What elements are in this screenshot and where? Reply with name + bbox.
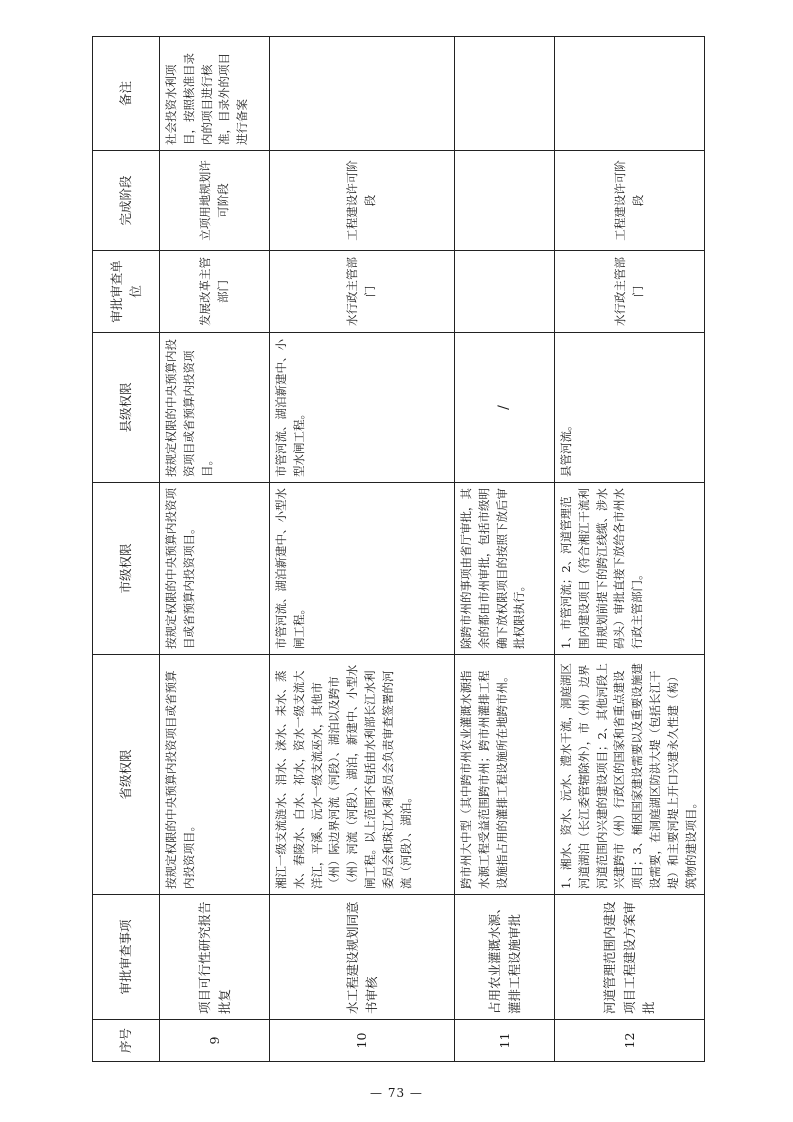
province-authority: 湘江一级支流涟水、涓水、涞水、耒水、蒸水、舂陵水、白水、祁水，资水一级支流大洋江，平溪、沅水一级支流巫水，其他市（州）际边界河流（河段）、湖泊以及跨市（州）河流（河段）、湖泊，新建中、小型水闸工程。以上范围不包括由水利部长江水利委员会和珠江水利委员会负责审查签署的河流（河段）、湖泊。 <box>270 655 455 895</box>
province-authority: 跨市州大中型（其中跨市州农业灌溉水源指水源工程受益范围跨市州；跨市州灌排工程设施指占用的灌排工程设施所在地跨市州。 <box>455 655 555 895</box>
table-row <box>160 37 270 1062</box>
city-authority: 按规定权限的中央预算内投资项目或省预算内投资项目。 <box>160 483 270 655</box>
province-authority: 1、湘水、资水、沅水、澧水干流，洞庭湖区河道湖泊（长江委管辖除外），市（州）边界河道范围内兴建的建设项目；2、其他河段上兴建跨市（州）行政区的国家和省重点建设项目；3、桶因国家建设需要以及重要设施建设需要，在洞庭湖区防洪大堤（包括长江干堤）和主要河堤上开口兴建永久性建（构）筑物的建设项目。 <box>555 655 705 895</box>
header-cell: 县级权限 <box>93 333 160 483</box>
item-name: 项目可行性研究报告批复 <box>160 895 270 1020</box>
approval-unit: 水行政主管部门 <box>270 251 455 333</box>
row-number: 9 <box>160 1020 270 1062</box>
row-number: 12 <box>555 1020 705 1062</box>
header-cell: 审批审查事项 <box>93 895 160 1020</box>
approval-items-table <box>92 36 705 1062</box>
county-authority: 按规定权限的中央预算内投资项目或省预算内投资项目。 <box>160 333 270 483</box>
header-cell: 序号 <box>93 1020 160 1062</box>
county-authority: / <box>455 333 555 483</box>
note <box>455 37 555 151</box>
row-number: 10 <box>270 1020 455 1062</box>
header-cell: 省级权限 <box>93 655 160 895</box>
item-name: 占用农业灌溉水源、灌排工程设施审批 <box>455 895 555 1020</box>
header-cell: 市级权限 <box>93 483 160 655</box>
county-authority: 市管河流、湖泊新建中、小型水闸工程。 <box>270 333 455 483</box>
header-cell: 审批审查单位 <box>93 251 160 333</box>
table-row <box>455 37 555 1062</box>
approval-unit: 发展改革主管部门 <box>160 251 270 333</box>
note <box>555 37 705 151</box>
table-header-row <box>93 37 160 1062</box>
table-row <box>270 37 455 1062</box>
completion-stage: 工程建设许可阶段 <box>270 151 455 251</box>
city-authority: 市管河流、湖泊新建中、小型水闸工程。 <box>270 483 455 655</box>
approval-unit <box>455 251 555 333</box>
province-authority: 按规定权限的中央预算内投资项目或省预算内投资项目。 <box>160 655 270 895</box>
item-name: 河道管理范围内建设项目工程建设方案审批 <box>555 895 705 1020</box>
note <box>270 37 455 151</box>
rotated-table-container <box>92 37 698 1062</box>
approval-unit: 水行政主管部门 <box>555 251 705 333</box>
row-number: 11 <box>455 1020 555 1062</box>
page-number: — 73 — <box>370 1086 423 1100</box>
completion-stage: 工程建设许可阶段 <box>555 151 705 251</box>
item-name: 水工程建设规划同意书审核 <box>270 895 455 1020</box>
completion-stage: 立项用地规划许可阶段 <box>160 151 270 251</box>
table-row <box>555 37 705 1062</box>
header-cell: 完成阶段 <box>93 151 160 251</box>
completion-stage <box>455 151 555 251</box>
header-cell: 备注 <box>93 37 160 151</box>
note: 社会投资水利项目，按照核准目录内的项目进行核准，目录外的项目进行备案 <box>160 37 270 151</box>
county-authority: 县管河流。 <box>555 333 705 483</box>
city-authority: 除跨市州的事项由省厅审批，其余的都由市州审批，包括市级明确下放权限项目的按照下放后审批权限执行。 <box>455 483 555 655</box>
city-authority: 1、市管河流；2、河道管理范围内建设项目（符合湘江干流利用规划前提下的跨江线缆、涉水码头）审批直接下放给各市州水行政主管部门。 <box>555 483 705 655</box>
